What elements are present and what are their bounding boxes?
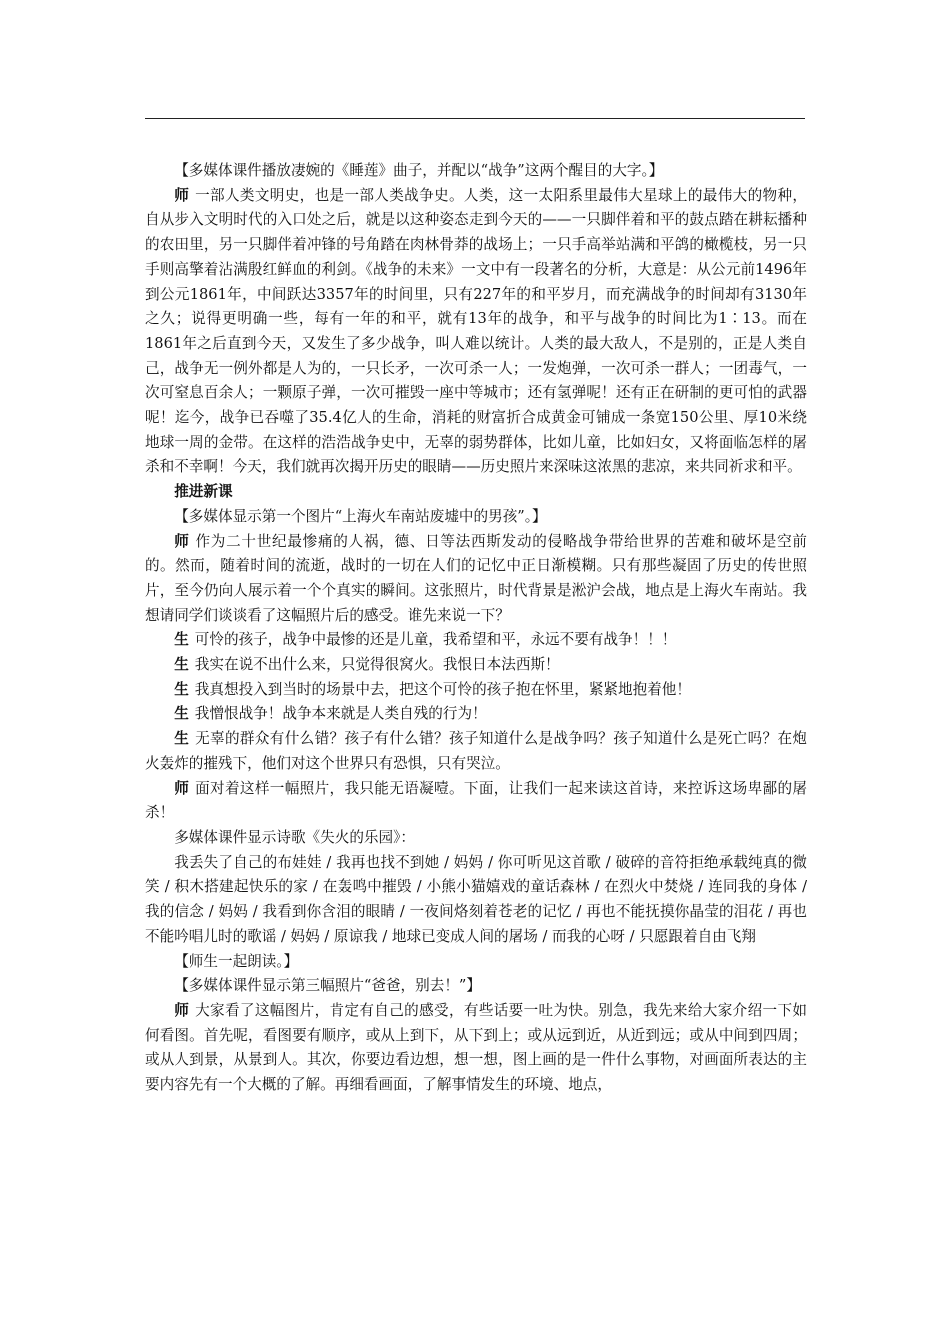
header-rule <box>145 118 805 119</box>
speaker-label: 师 <box>174 532 190 550</box>
paragraph: 多媒体课件显示诗歌《失火的乐园》： <box>174 828 415 846</box>
paragraph: 生 我真想投入到当时的场景中去，把这个可怜的孩子抱在怀里，紧紧地抱着他！ <box>174 680 691 698</box>
speaker-label: 生 <box>174 705 189 723</box>
paragraph: 师 一部人类文明史，也是一部人类战争史。人类，这一太阳系里最伟大星球上的最伟大的物种，自从步入文明时代的入口处之后，就是以这种姿态走到今天的——一只脚伴着和平的鼓点踏在耕耘播种的农田里，另一只脚伴着冲锋的号角踏在肉林骨莽的战场上；一只手高举站满和平鸽的橄榄枝，另一只手则高擎着沾满殷红鲜血的利剑。《战争的未来》一文中有一段著名的分析，大意是：从公元前1496年到公元1861年，中间跃达3357年的时间里，只有227年的和平岁月，而充满战争的时间却有3130年之久；说得更明确一些，每有一年的和平，就有13年的战争，和平与战争的时间比为1∶13。而在1861年之后直到今天，又发生了多少战争，叫人难以统计。人类的最大敌人，不是别的，正是人类自己，战争无一例外都是人为的，一只长矛，一次可杀一人；一发炮弹，一次可杀一群人；一团毒气，一次可窒息百余人；一颗原子弹，一次可摧毁一座中等城市；还有氢弹呢！还有正在研制的更可怕的武器呢！迄今，战争已吞噬了35.4亿人的生命，消耗的财富折合成黄金可铺成一条宽150公里、厚10米绕地球一周的金带。在这样的浩浩战争史中，无辜的弱势群体，比如儿童，比如妇女，又将面临怎样的屠杀和不幸啊！今天，我们就再次揭开历史的眼睛——历史照片来深味这浓黑的悲凉，来共同祈求和平。 <box>145 186 807 476</box>
paragraph: 【多媒体课件播放凄婉的《睡莲》曲子，并配以“战争”这两个醒目的大字。】 <box>174 162 664 179</box>
paragraph: 生 无辜的群众有什么错？孩子有什么错？孩子知道什么是战争吗？孩子知道什么是死亡吗？在炮火轰炸的摧残下，他们对这个世界只有恐惧，只有哭泣。 <box>145 730 807 772</box>
document-body <box>145 159 807 1098</box>
speaker-label: 生 <box>174 730 190 748</box>
paragraph: 师 作为二十世纪最惨痛的人祸，德、日等法西斯发动的侵略战争带给世界的苦难和破坏是空前的。然而，随着时间的流逝，战时的一切在人们的记忆中正日渐模糊。只有那些凝固了历史的传世照片，至今仍向人展示着一个个真实的瞬间。这张照片，时代背景是淞沪会战，地点是上海火车南站。我想请同学们谈谈看了这幅照片后的感受。谁先来说一下？ <box>145 532 807 624</box>
speaker-label: 师 <box>174 186 190 204</box>
paragraph: 【多媒体显示第一个图片“上海火车南站废墟中的男孩”。】 <box>174 507 547 525</box>
speaker-label: 师 <box>174 779 190 797</box>
speaker-label: 生 <box>174 656 189 674</box>
speaker-label: 师 <box>174 1001 190 1019</box>
paragraph: 生 我憎恨战争！战争本来就是人类自残的行为！ <box>174 705 487 723</box>
speaker-label: 生 <box>174 631 189 649</box>
paragraph: 师 面对着这样一幅照片，我只能无语凝噎。下面，让我们一起来读这首诗，来控诉这场卑鄙的屠杀！ <box>145 779 807 822</box>
speaker-label: 生 <box>174 680 189 698</box>
paragraph: 【多媒体课件显示第三幅照片“爸爸，别去！”】 <box>174 977 481 995</box>
paragraph: 生 可怜的孩子，战争中最惨的还是儿童，我希望和平，永远不要有战争！！！ <box>174 631 677 649</box>
paragraph: 师 大家看了这幅图片，肯定有自己的感受，有些话要一吐为快。别急，我先来给大家介绍一下如何看图。首先呢，看图要有顺序，或从上到下，从下到上；或从远到近，从近到远；或从中间到四周；或从人到景，从景到人。其次，你要边看边想，想一想，图上画的是一件什么事物，对画面所表达的主要内容先有一个大概的了解。再细看画面，了解事情发生的环境、地点， <box>145 1001 807 1094</box>
poem: 我丢失了自己的布娃娃 / 我再也找不到她 / 妈妈 / 你可听见这首歌 / 破碎的音符拒绝承载纯真的微笑 / 积木搭建起快乐的家 / 在轰鸣中摧毁 / 小熊小猫嬉戏的童话森林 / 在烈火中焚烧 / 连同我的身体 / 我的信念 / 妈妈 / 我看到你含泪的眼睛 / 一夜间烙刻着苍老的记忆 / 再也不能抚摸你晶莹的泪花 / 再也不能吟唱儿时的歌谣 / 妈妈 / 原谅我 / 地球已变成人间的屠场 / 而我的心呀 / 只愿跟着自由飞翔 <box>145 853 807 945</box>
paragraph: 【师生一起朗读。】 <box>174 952 299 970</box>
paragraph: 生 我实在说不出什么来，只觉得很窝火。我恨日本法西斯！ <box>174 656 560 674</box>
section-heading: 推进新课 <box>174 483 233 501</box>
